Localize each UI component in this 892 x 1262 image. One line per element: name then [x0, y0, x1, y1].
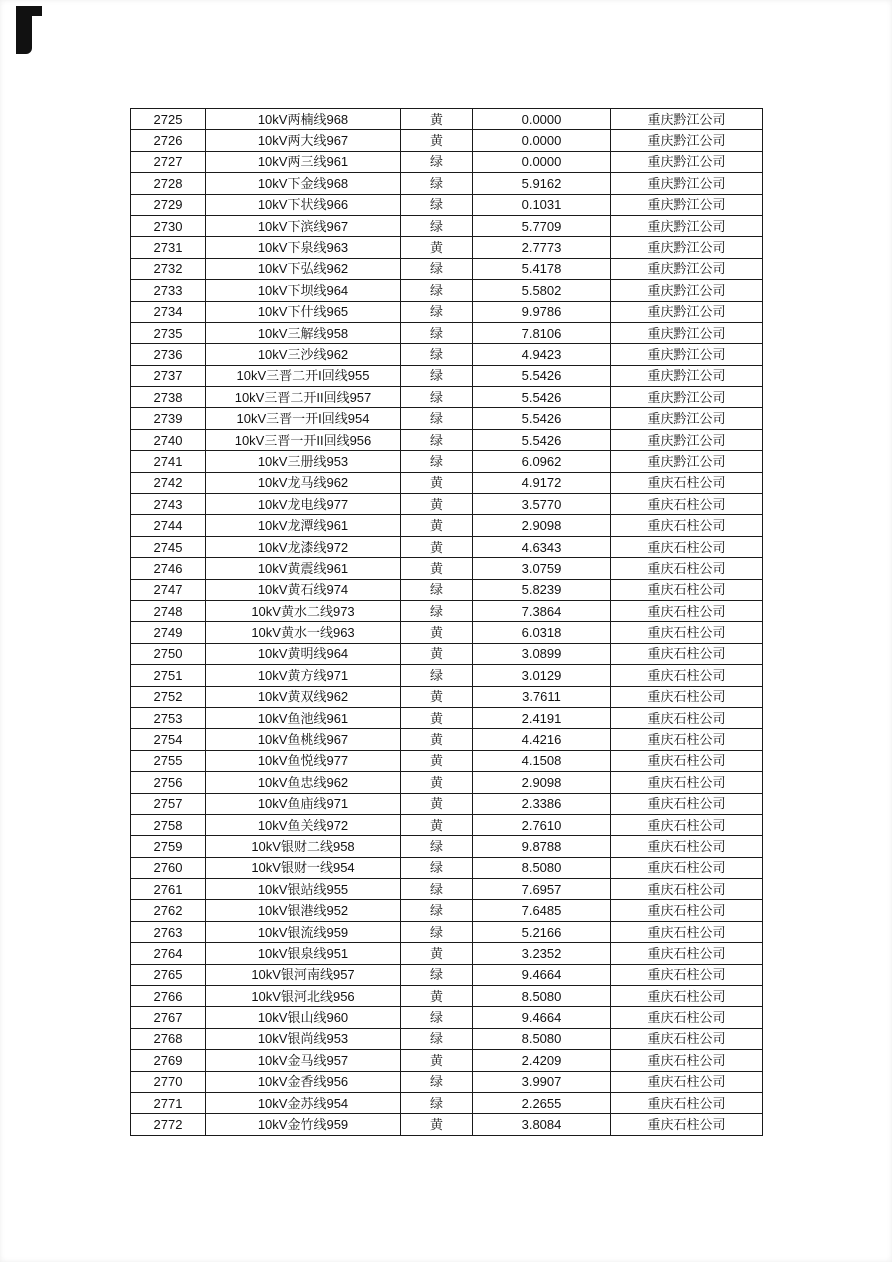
table-row	[131, 494, 763, 515]
table-row	[131, 900, 763, 921]
row-id-cell: 2736	[131, 344, 206, 365]
value-cell: 9.4664	[473, 1007, 611, 1028]
status-cell: 绿	[401, 900, 473, 921]
row-id-cell: 2733	[131, 280, 206, 301]
value-cell: 5.5426	[473, 365, 611, 386]
status-cell: 黄	[401, 109, 473, 130]
company-cell: 重庆石柱公司	[611, 921, 763, 942]
table-row	[131, 665, 763, 686]
table-row	[131, 173, 763, 194]
line-name-cell: 10kV鱼关线972	[206, 814, 401, 835]
value-cell: 5.5426	[473, 408, 611, 429]
status-cell: 黄	[401, 494, 473, 515]
company-cell: 重庆石柱公司	[611, 1050, 763, 1071]
line-name-cell: 10kV金香线956	[206, 1071, 401, 1092]
table-row	[131, 451, 763, 472]
line-name-cell: 10kV金苏线954	[206, 1092, 401, 1113]
row-id-cell: 2771	[131, 1092, 206, 1113]
table-row	[131, 1092, 763, 1113]
value-cell: 5.4178	[473, 258, 611, 279]
row-id-cell: 2766	[131, 986, 206, 1007]
row-id-cell: 2755	[131, 750, 206, 771]
company-cell: 重庆石柱公司	[611, 772, 763, 793]
company-cell: 重庆黔江公司	[611, 429, 763, 450]
status-cell: 黄	[401, 558, 473, 579]
company-cell: 重庆黔江公司	[611, 280, 763, 301]
company-cell: 重庆石柱公司	[611, 536, 763, 557]
table-row	[131, 879, 763, 900]
company-cell: 重庆石柱公司	[611, 472, 763, 493]
value-cell: 7.6485	[473, 900, 611, 921]
table-row	[131, 151, 763, 172]
table-row	[131, 344, 763, 365]
value-cell: 4.1508	[473, 750, 611, 771]
status-cell: 绿	[401, 280, 473, 301]
status-cell: 黄	[401, 536, 473, 557]
row-id-cell: 2756	[131, 772, 206, 793]
table-row	[131, 536, 763, 557]
status-cell: 绿	[401, 365, 473, 386]
status-cell: 绿	[401, 879, 473, 900]
status-cell: 黄	[401, 686, 473, 707]
row-id-cell: 2727	[131, 151, 206, 172]
status-cell: 绿	[401, 194, 473, 215]
line-name-cell: 10kV三解线958	[206, 322, 401, 343]
line-name-cell: 10kV三晋一开I回线954	[206, 408, 401, 429]
value-cell: 3.0129	[473, 665, 611, 686]
row-id-cell: 2759	[131, 836, 206, 857]
company-cell: 重庆石柱公司	[611, 686, 763, 707]
company-cell: 重庆黔江公司	[611, 301, 763, 322]
status-cell: 绿	[401, 964, 473, 985]
company-cell: 重庆黔江公司	[611, 258, 763, 279]
company-cell: 重庆石柱公司	[611, 729, 763, 750]
status-cell: 黄	[401, 750, 473, 771]
table-row	[131, 408, 763, 429]
line-name-cell: 10kV三沙线962	[206, 344, 401, 365]
table-row	[131, 1114, 763, 1135]
table-row	[131, 215, 763, 236]
value-cell: 4.6343	[473, 536, 611, 557]
value-cell: 2.9098	[473, 772, 611, 793]
line-name-cell: 10kV鱼庙线971	[206, 793, 401, 814]
table-row	[131, 515, 763, 536]
line-name-cell: 10kV下泉线963	[206, 237, 401, 258]
table-row	[131, 1071, 763, 1092]
row-id-cell: 2725	[131, 109, 206, 130]
row-id-cell: 2731	[131, 237, 206, 258]
company-cell: 重庆黔江公司	[611, 365, 763, 386]
row-id-cell: 2739	[131, 408, 206, 429]
line-name-cell: 10kV鱼悦线977	[206, 750, 401, 771]
value-cell: 3.0899	[473, 643, 611, 664]
status-cell: 绿	[401, 1071, 473, 1092]
status-cell: 黄	[401, 729, 473, 750]
status-cell: 黄	[401, 943, 473, 964]
table-row	[131, 194, 763, 215]
row-id-cell: 2747	[131, 579, 206, 600]
company-cell: 重庆黔江公司	[611, 215, 763, 236]
company-cell: 重庆石柱公司	[611, 1071, 763, 1092]
company-cell: 重庆石柱公司	[611, 579, 763, 600]
table-row	[131, 1028, 763, 1049]
table-row	[131, 707, 763, 728]
table-row	[131, 387, 763, 408]
table-row	[131, 686, 763, 707]
status-cell: 黄	[401, 986, 473, 1007]
company-cell: 重庆石柱公司	[611, 793, 763, 814]
company-cell: 重庆石柱公司	[611, 879, 763, 900]
company-cell: 重庆石柱公司	[611, 900, 763, 921]
line-name-cell: 10kV金马线957	[206, 1050, 401, 1071]
row-id-cell: 2730	[131, 215, 206, 236]
value-cell: 2.3386	[473, 793, 611, 814]
company-cell: 重庆石柱公司	[611, 1092, 763, 1113]
company-cell: 重庆石柱公司	[611, 515, 763, 536]
line-name-cell: 10kV黄水二线973	[206, 600, 401, 621]
line-name-cell: 10kV银河北线956	[206, 986, 401, 1007]
value-cell: 5.7709	[473, 215, 611, 236]
value-cell: 3.5770	[473, 494, 611, 515]
company-cell: 重庆石柱公司	[611, 707, 763, 728]
value-cell: 8.5080	[473, 857, 611, 878]
line-name-cell: 10kV黄水一线963	[206, 622, 401, 643]
company-cell: 重庆石柱公司	[611, 857, 763, 878]
table-row	[131, 301, 763, 322]
row-id-cell: 2728	[131, 173, 206, 194]
status-cell: 黄	[401, 130, 473, 151]
line-name-cell: 10kV金竹线959	[206, 1114, 401, 1135]
table-row	[131, 579, 763, 600]
company-cell: 重庆石柱公司	[611, 1007, 763, 1028]
table-body	[131, 109, 763, 1136]
company-cell: 重庆石柱公司	[611, 643, 763, 664]
value-cell: 0.0000	[473, 109, 611, 130]
value-cell: 8.5080	[473, 986, 611, 1007]
company-cell: 重庆石柱公司	[611, 600, 763, 621]
line-name-cell: 10kV银财一线954	[206, 857, 401, 878]
value-cell: 2.7773	[473, 237, 611, 258]
row-id-cell: 2735	[131, 322, 206, 343]
table-row	[131, 130, 763, 151]
value-cell: 2.2655	[473, 1092, 611, 1113]
row-id-cell: 2734	[131, 301, 206, 322]
row-id-cell: 2762	[131, 900, 206, 921]
status-cell: 绿	[401, 1007, 473, 1028]
line-name-cell: 10kV下金线968	[206, 173, 401, 194]
line-name-cell: 10kV银泉线951	[206, 943, 401, 964]
value-cell: 4.4216	[473, 729, 611, 750]
line-name-cell: 10kV三晋二开I回线955	[206, 365, 401, 386]
line-name-cell: 10kV下什线965	[206, 301, 401, 322]
line-name-cell: 10kV鱼桃线967	[206, 729, 401, 750]
row-id-cell: 2748	[131, 600, 206, 621]
line-name-cell: 10kV两楠线968	[206, 109, 401, 130]
status-cell: 黄	[401, 515, 473, 536]
line-name-cell: 10kV下状线966	[206, 194, 401, 215]
value-cell: 7.6957	[473, 879, 611, 900]
line-name-cell: 10kV龙马线962	[206, 472, 401, 493]
line-name-cell: 10kV三晋二开II回线957	[206, 387, 401, 408]
table-row	[131, 772, 763, 793]
table-row	[131, 1050, 763, 1071]
company-cell: 重庆石柱公司	[611, 1114, 763, 1135]
table-row	[131, 943, 763, 964]
table-row	[131, 814, 763, 835]
table-row	[131, 793, 763, 814]
value-cell: 9.8788	[473, 836, 611, 857]
row-id-cell: 2767	[131, 1007, 206, 1028]
value-cell: 6.0962	[473, 451, 611, 472]
company-cell: 重庆石柱公司	[611, 964, 763, 985]
status-cell: 绿	[401, 1028, 473, 1049]
table-row	[131, 921, 763, 942]
value-cell: 2.9098	[473, 515, 611, 536]
power-line-table	[130, 108, 763, 1136]
table-row	[131, 986, 763, 1007]
line-name-cell: 10kV银港线952	[206, 900, 401, 921]
company-cell: 重庆黔江公司	[611, 109, 763, 130]
table-row	[131, 1007, 763, 1028]
status-cell: 黄	[401, 1050, 473, 1071]
line-name-cell: 10kV黄方线971	[206, 665, 401, 686]
company-cell: 重庆石柱公司	[611, 750, 763, 771]
status-cell: 黄	[401, 1114, 473, 1135]
line-name-cell: 10kV三晋一开II回线956	[206, 429, 401, 450]
company-cell: 重庆石柱公司	[611, 1028, 763, 1049]
company-cell: 重庆黔江公司	[611, 151, 763, 172]
line-name-cell: 10kV下坝线964	[206, 280, 401, 301]
row-id-cell: 2772	[131, 1114, 206, 1135]
company-cell: 重庆石柱公司	[611, 814, 763, 835]
line-name-cell: 10kV下滨线967	[206, 215, 401, 236]
status-cell: 黄	[401, 472, 473, 493]
line-name-cell: 10kV龙电线977	[206, 494, 401, 515]
value-cell: 8.5080	[473, 1028, 611, 1049]
status-cell: 绿	[401, 451, 473, 472]
row-id-cell: 2738	[131, 387, 206, 408]
status-cell: 绿	[401, 215, 473, 236]
status-cell: 黄	[401, 772, 473, 793]
status-cell: 绿	[401, 322, 473, 343]
row-id-cell: 2749	[131, 622, 206, 643]
status-cell: 绿	[401, 258, 473, 279]
line-name-cell: 10kV三册线953	[206, 451, 401, 472]
value-cell: 0.0000	[473, 130, 611, 151]
status-cell: 黄	[401, 793, 473, 814]
line-name-cell: 10kV龙漆线972	[206, 536, 401, 557]
status-cell: 绿	[401, 579, 473, 600]
row-id-cell: 2744	[131, 515, 206, 536]
table-row	[131, 109, 763, 130]
value-cell: 2.4191	[473, 707, 611, 728]
table-row	[131, 237, 763, 258]
row-id-cell: 2764	[131, 943, 206, 964]
status-cell: 黄	[401, 643, 473, 664]
value-cell: 4.9423	[473, 344, 611, 365]
company-cell: 重庆黔江公司	[611, 194, 763, 215]
status-cell: 绿	[401, 344, 473, 365]
status-cell: 绿	[401, 173, 473, 194]
value-cell: 5.5802	[473, 280, 611, 301]
status-cell: 绿	[401, 301, 473, 322]
row-id-cell: 2768	[131, 1028, 206, 1049]
company-cell: 重庆石柱公司	[611, 986, 763, 1007]
company-cell: 重庆石柱公司	[611, 494, 763, 515]
line-name-cell: 10kV银河南线957	[206, 964, 401, 985]
value-cell: 3.0759	[473, 558, 611, 579]
status-cell: 绿	[401, 1092, 473, 1113]
company-cell: 重庆石柱公司	[611, 836, 763, 857]
value-cell: 2.7610	[473, 814, 611, 835]
line-name-cell: 10kV银山线960	[206, 1007, 401, 1028]
line-name-cell: 10kV两三线961	[206, 151, 401, 172]
status-cell: 绿	[401, 921, 473, 942]
value-cell: 0.1031	[473, 194, 611, 215]
row-id-cell: 2765	[131, 964, 206, 985]
row-id-cell: 2751	[131, 665, 206, 686]
table-row	[131, 750, 763, 771]
company-cell: 重庆黔江公司	[611, 322, 763, 343]
row-id-cell: 2740	[131, 429, 206, 450]
value-cell: 5.8239	[473, 579, 611, 600]
row-id-cell: 2754	[131, 729, 206, 750]
row-id-cell: 2761	[131, 879, 206, 900]
value-cell: 3.9907	[473, 1071, 611, 1092]
row-id-cell: 2729	[131, 194, 206, 215]
row-id-cell: 2742	[131, 472, 206, 493]
value-cell: 9.9786	[473, 301, 611, 322]
status-cell: 绿	[401, 665, 473, 686]
table-row	[131, 600, 763, 621]
table-row	[131, 964, 763, 985]
row-id-cell: 2746	[131, 558, 206, 579]
line-name-cell: 10kV黄石线974	[206, 579, 401, 600]
value-cell: 2.4209	[473, 1050, 611, 1071]
company-cell: 重庆黔江公司	[611, 173, 763, 194]
value-cell: 6.0318	[473, 622, 611, 643]
line-name-cell: 10kV黄震线961	[206, 558, 401, 579]
row-id-cell: 2732	[131, 258, 206, 279]
value-cell: 3.2352	[473, 943, 611, 964]
line-name-cell: 10kV鱼忠线962	[206, 772, 401, 793]
company-cell: 重庆黔江公司	[611, 387, 763, 408]
company-cell: 重庆黔江公司	[611, 237, 763, 258]
company-cell: 重庆黔江公司	[611, 344, 763, 365]
table-row	[131, 558, 763, 579]
table-row	[131, 429, 763, 450]
line-name-cell: 10kV银流线959	[206, 921, 401, 942]
line-name-cell: 10kV鱼池线961	[206, 707, 401, 728]
status-cell: 黄	[401, 707, 473, 728]
row-id-cell: 2760	[131, 857, 206, 878]
company-cell: 重庆石柱公司	[611, 558, 763, 579]
table-row	[131, 857, 763, 878]
table-row	[131, 472, 763, 493]
status-cell: 绿	[401, 387, 473, 408]
value-cell: 5.5426	[473, 429, 611, 450]
line-name-cell: 10kV银尚线953	[206, 1028, 401, 1049]
value-cell: 9.4664	[473, 964, 611, 985]
row-id-cell: 2752	[131, 686, 206, 707]
company-cell: 重庆石柱公司	[611, 665, 763, 686]
value-cell: 5.9162	[473, 173, 611, 194]
value-cell: 3.7611	[473, 686, 611, 707]
row-id-cell: 2770	[131, 1071, 206, 1092]
status-cell: 绿	[401, 429, 473, 450]
row-id-cell: 2743	[131, 494, 206, 515]
line-name-cell: 10kV银站线955	[206, 879, 401, 900]
row-id-cell: 2741	[131, 451, 206, 472]
value-cell: 4.9172	[473, 472, 611, 493]
status-cell: 黄	[401, 237, 473, 258]
line-name-cell: 10kV龙潭线961	[206, 515, 401, 536]
table-row	[131, 258, 763, 279]
value-cell: 0.0000	[473, 151, 611, 172]
line-name-cell: 10kV黄明线964	[206, 643, 401, 664]
table-row	[131, 622, 763, 643]
value-cell: 3.8084	[473, 1114, 611, 1135]
table-row	[131, 643, 763, 664]
row-id-cell: 2763	[131, 921, 206, 942]
table-row	[131, 322, 763, 343]
company-cell: 重庆黔江公司	[611, 451, 763, 472]
row-id-cell: 2726	[131, 130, 206, 151]
row-id-cell: 2737	[131, 365, 206, 386]
line-name-cell: 10kV两大线967	[206, 130, 401, 151]
status-cell: 黄	[401, 814, 473, 835]
status-cell: 绿	[401, 151, 473, 172]
table-row	[131, 836, 763, 857]
row-id-cell: 2769	[131, 1050, 206, 1071]
line-name-cell: 10kV银财二线958	[206, 836, 401, 857]
row-id-cell: 2745	[131, 536, 206, 557]
company-cell: 重庆石柱公司	[611, 622, 763, 643]
value-cell: 7.8106	[473, 322, 611, 343]
line-name-cell: 10kV黄双线962	[206, 686, 401, 707]
status-cell: 绿	[401, 857, 473, 878]
value-cell: 5.2166	[473, 921, 611, 942]
status-cell: 绿	[401, 836, 473, 857]
company-cell: 重庆黔江公司	[611, 130, 763, 151]
row-id-cell: 2753	[131, 707, 206, 728]
status-cell: 绿	[401, 600, 473, 621]
scan-artifact-mark	[16, 6, 32, 54]
status-cell: 黄	[401, 622, 473, 643]
company-cell: 重庆黔江公司	[611, 408, 763, 429]
row-id-cell: 2758	[131, 814, 206, 835]
table-row	[131, 729, 763, 750]
table-row	[131, 365, 763, 386]
status-cell: 绿	[401, 408, 473, 429]
value-cell: 7.3864	[473, 600, 611, 621]
value-cell: 5.5426	[473, 387, 611, 408]
row-id-cell: 2757	[131, 793, 206, 814]
company-cell: 重庆石柱公司	[611, 943, 763, 964]
table-row	[131, 280, 763, 301]
row-id-cell: 2750	[131, 643, 206, 664]
line-name-cell: 10kV下弘线962	[206, 258, 401, 279]
